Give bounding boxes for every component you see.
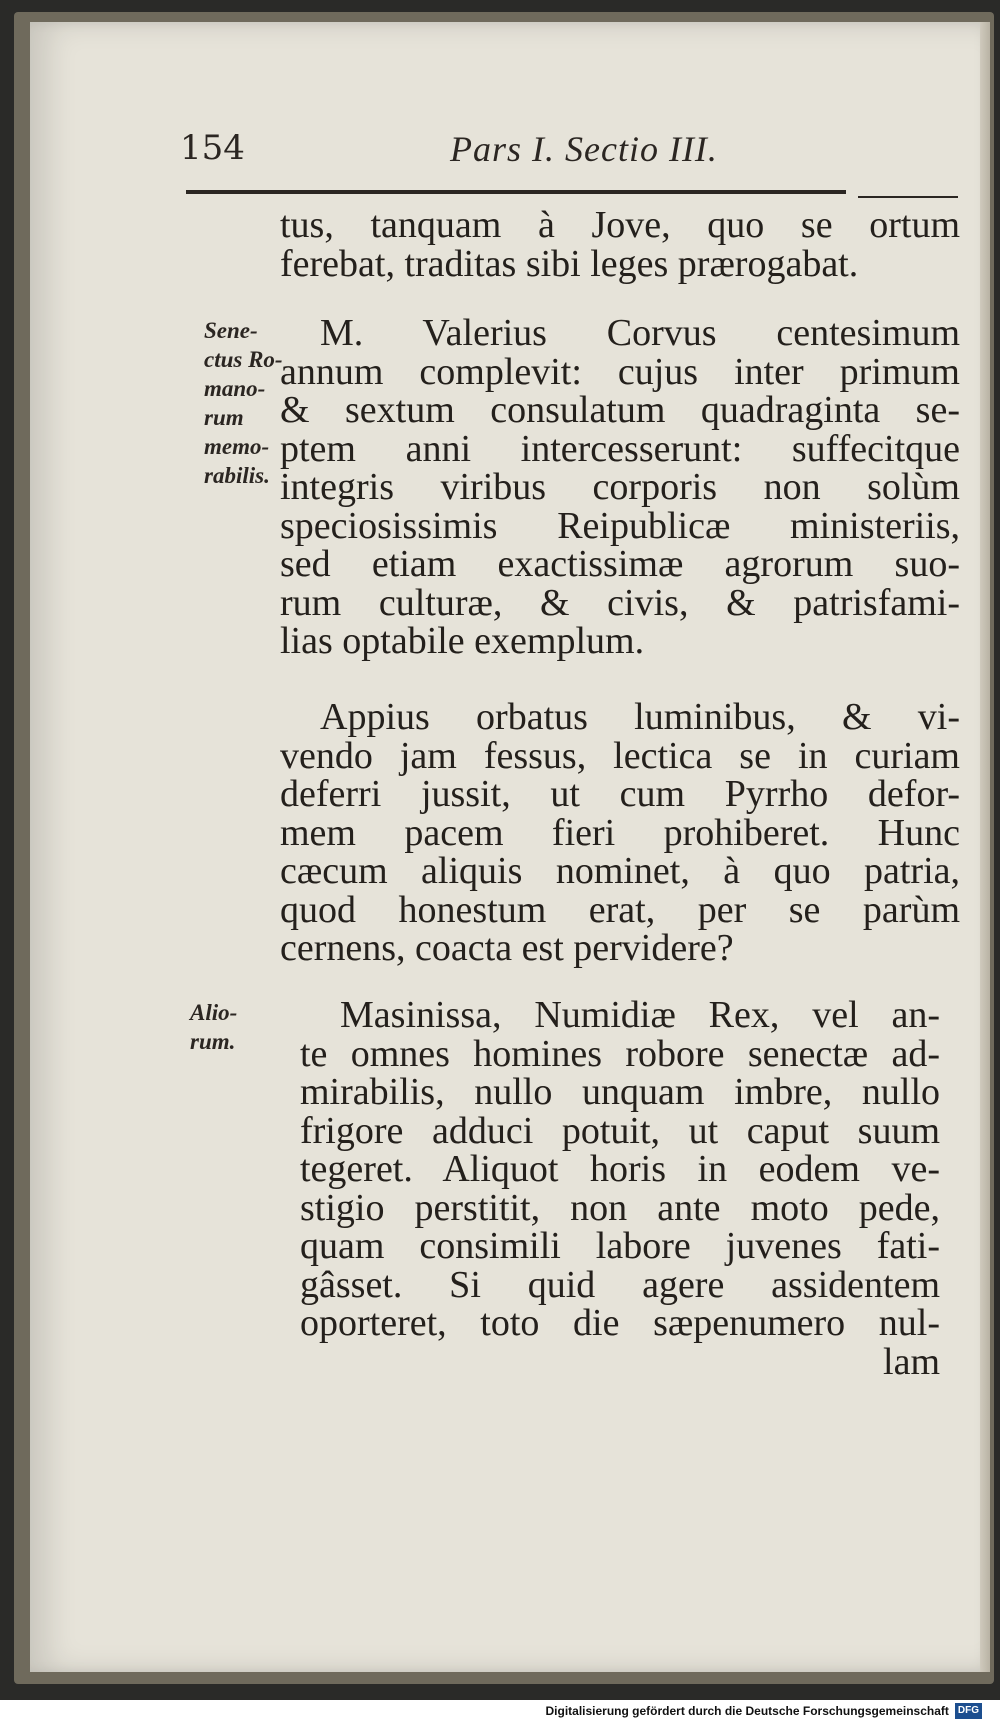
text-line: deferri jussit, ut cum Pyrrho defor- xyxy=(280,773,960,815)
paragraph-masinissa xyxy=(300,996,940,1381)
header-rule-short xyxy=(858,196,958,198)
paragraph-valerius xyxy=(280,314,960,661)
text-line: stigio perstitit, non ante moto pede, xyxy=(300,1186,940,1229)
text-line: mem pacem fieri prohiberet. Hunc xyxy=(280,811,960,854)
text-line: annum complevit: cujus inter primum xyxy=(280,350,960,393)
paragraph-appius xyxy=(280,698,960,968)
text-line: Appius orbatus luminibus, & vi- xyxy=(320,696,960,738)
text-line: integris viribus corporis non solùm xyxy=(280,466,960,508)
marginal-note-aliorum xyxy=(190,998,280,1056)
text-line: M. Valerius Corvus centesimum xyxy=(320,312,960,354)
text-line: gâsset. Si quid agere assidentem xyxy=(300,1263,940,1306)
paragraph-continuation xyxy=(280,206,960,283)
text-line: mirabilis, nullo unquam imbre, nullo xyxy=(300,1071,940,1113)
marginal-line: Alio- xyxy=(190,1000,238,1025)
text-line: cæcum aliquis nominet, à quo patria, xyxy=(280,850,960,892)
page-number: 154 xyxy=(180,128,245,168)
marginal-line: memo- xyxy=(204,434,270,459)
text-line: speciosissimis Reipublicæ ministeriis, xyxy=(280,504,960,547)
marginal-line: mano- xyxy=(204,376,266,401)
header-rule xyxy=(186,190,846,194)
text-line: lias optabile exemplum. xyxy=(280,620,645,662)
text-line: vendo jam fessus, lectica se in curiam xyxy=(280,734,960,777)
text-line: sed etiam exactissimæ agrorum suo- xyxy=(280,543,960,585)
marginal-line: rum. xyxy=(190,1029,236,1054)
digitization-credit xyxy=(545,1700,982,1722)
text-line: rum culturæ, & civis, & patrisfami- xyxy=(280,581,960,624)
text-line: oporteret, toto die sæpenumero nul- xyxy=(300,1302,940,1344)
marginal-line: rum xyxy=(204,405,244,430)
running-head xyxy=(180,128,960,178)
marginal-line: Sene- xyxy=(204,318,258,343)
text-line: tus, tanquam à Jove, quo se ortum xyxy=(280,204,960,246)
text-line: cernens, coacta est pervidere? xyxy=(280,927,734,969)
text-line: tegeret. Aliquot horis in eodem ve- xyxy=(300,1148,940,1190)
dfg-logo: DFG xyxy=(955,1703,982,1719)
credit-text: Digitalisierung gefördert durch die Deutsche Forschungsgemeinschaft xyxy=(545,1704,949,1718)
marginal-line: ctus Ro- xyxy=(204,347,283,372)
text-line: ferebat, traditas sibi leges prærogabat. xyxy=(280,242,859,285)
running-title: Pars I. Sectio III. xyxy=(450,129,718,169)
marginal-line: rabilis. xyxy=(204,463,270,488)
text-line: quod honestum erat, per se parùm xyxy=(280,888,960,931)
text-line: te omnes homines robore senectæ ad- xyxy=(300,1032,940,1075)
text-line: ptem anni intercesserunt: suffecitque xyxy=(280,427,960,470)
text-line: frigore adduci potuit, ut caput suum xyxy=(300,1109,940,1152)
text-line: & sextum consulatum quadraginta se- xyxy=(280,389,960,431)
text-line: quam consimili labore juvenes fati- xyxy=(300,1225,940,1267)
text-line: lam xyxy=(883,1340,940,1383)
page-edge xyxy=(980,22,990,1672)
text-line: Masinissa, Numidiæ Rex, vel an- xyxy=(340,994,940,1036)
